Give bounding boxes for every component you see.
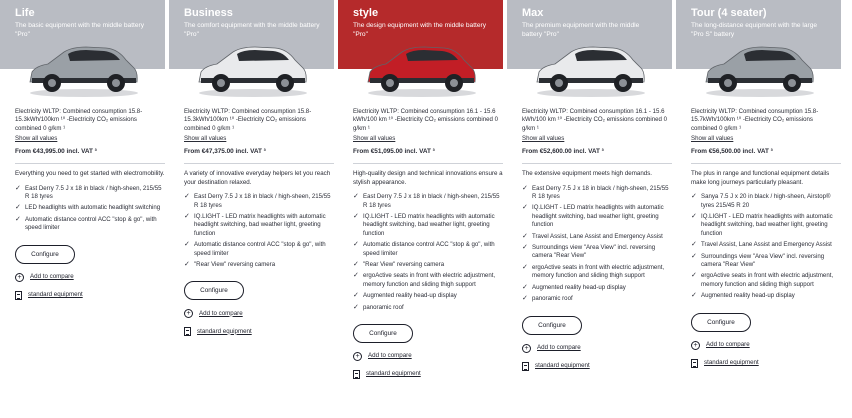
plus-icon: + — [691, 341, 700, 350]
feature-label: Automatic distance control ACC "stop & go", with speed limiter — [194, 241, 326, 257]
check-icon: ✓ — [353, 213, 359, 221]
check-icon: ✓ — [691, 193, 697, 201]
feature-item — [15, 204, 165, 212]
trim-description: The plus in range and functional equipment details make long journeys particularly pleasant. — [691, 170, 830, 186]
feature-item — [184, 213, 334, 238]
trim-hero — [0, 0, 165, 102]
trim-price: From €47,375.00 incl. VAT ³ — [184, 147, 266, 155]
feature-item — [353, 241, 503, 258]
divider — [15, 163, 165, 164]
check-icon: ✓ — [522, 204, 528, 212]
feature-label: East Derry 7.5 J x 18 in black / high-sheen, 215/55 R 18 tyres — [363, 193, 500, 209]
check-icon: ✓ — [184, 261, 190, 269]
car-image — [24, 38, 144, 98]
feature-item — [522, 295, 672, 303]
feature-label: IQ.LIGHT - LED matrix headlights with automatic headlight switching, bad weather light, greeting function — [532, 204, 664, 229]
add-to-compare-link[interactable] — [691, 341, 841, 350]
car-image — [531, 38, 651, 98]
feature-item — [691, 292, 841, 300]
trim-hero — [507, 0, 672, 102]
feature-item — [353, 213, 503, 238]
trim-details — [15, 108, 165, 300]
trim-subtitle: The design equipment with the middle battery "Pro" — [353, 22, 487, 38]
feature-label: IQ.LIGHT - LED matrix headlights with automatic headlight switching, bad weather light, greeting function — [363, 213, 495, 237]
trim-hero — [169, 0, 334, 102]
check-icon: ✓ — [522, 184, 528, 192]
document-icon — [15, 291, 22, 300]
check-icon: ✓ — [15, 215, 21, 223]
add-to-compare-label: Add to compare — [706, 340, 750, 348]
feature-label: ergoActive seats in front with electric adjustment, memory function and sliding thigh support — [532, 263, 665, 280]
trim-name: Max — [522, 7, 544, 19]
feature-item — [353, 292, 503, 300]
trim-description: A variety of innovative everyday helpers let you reach your destination relaxed. — [184, 170, 331, 186]
trim-card — [507, 0, 672, 418]
feature-label: East Derry 7.5 J x 18 in black / high-sheen, 215/55 R 18 tyres — [532, 184, 669, 201]
add-to-compare-label: Add to compare — [199, 309, 243, 317]
document-icon — [184, 327, 191, 336]
show-all-values-link[interactable]: Show all values — [15, 135, 58, 143]
trim-price: From €52,600.00 incl. VAT ³ — [522, 147, 604, 155]
feature-label: East Derry 7.5 J x 18 in black / high-sheen, 215/55 R 18 tyres — [194, 193, 331, 209]
trim-name: Tour (4 seater) — [691, 7, 767, 19]
check-icon: ✓ — [353, 292, 359, 300]
standard-equipment-label: standard equipment — [197, 327, 252, 335]
feature-item — [184, 193, 334, 210]
trim-subtitle: The long-distance equipment with the large "Pro S" battery — [691, 22, 818, 38]
feature-item — [15, 185, 165, 202]
check-icon: ✓ — [184, 193, 190, 201]
trim-description: Everything you need to get started with electromobility. — [15, 170, 165, 178]
trim-name: style — [353, 7, 379, 19]
add-to-compare-label: Add to compare — [368, 352, 412, 360]
feature-item — [353, 272, 503, 289]
add-to-compare-link[interactable] — [184, 309, 334, 318]
feature-label: Augmented reality head-up display — [363, 292, 457, 300]
feature-label: ergoActive seats in front with electric adjustment, memory function and sliding thigh support — [701, 272, 834, 288]
feature-label: Surroundings view "Area View" incl. reversing camera "Rear View" — [532, 244, 656, 260]
check-icon: ✓ — [353, 303, 359, 311]
consumption-text: Electricity WLTP: Combined consumption 15.8-15.3kWh/100km ¹⁰ -Electricity CO₂ emissions combined 0 g/km ¹ — [15, 108, 143, 132]
feature-item — [522, 264, 672, 281]
standard-equipment-link[interactable] — [691, 359, 841, 368]
check-icon: ✓ — [522, 283, 528, 291]
feature-label: LED headlights with automatic headlight switching — [25, 204, 161, 212]
trim-name: Life — [15, 7, 35, 19]
divider — [691, 163, 841, 164]
feature-item — [184, 261, 334, 269]
check-icon: ✓ — [522, 295, 528, 303]
feature-label: IQ.LIGHT - LED matrix headlights with automatic headlight switching, bad weather light, greeting function — [194, 213, 326, 237]
feature-label: Travel Assist, Lane Assist and Emergency Assist — [532, 232, 663, 240]
feature-item — [691, 241, 841, 249]
car-image — [193, 38, 313, 98]
check-icon: ✓ — [522, 232, 528, 240]
document-icon — [353, 370, 360, 379]
show-all-values-link[interactable]: Show all values — [691, 135, 734, 143]
standard-equipment-label: standard equipment — [535, 361, 590, 369]
check-icon: ✓ — [353, 261, 359, 269]
feature-label: Surroundings view "Area View" incl. reversing camera "Rear View" — [701, 252, 825, 269]
trim-card — [676, 0, 841, 418]
car-image — [700, 38, 820, 98]
standard-equipment-label: standard equipment — [366, 370, 421, 378]
trim-details — [184, 108, 334, 336]
trim-price: From €51,095.00 incl. VAT ³ — [353, 147, 435, 155]
feature-label: "Rear View" reversing camera — [363, 261, 445, 269]
check-icon: ✓ — [184, 213, 190, 221]
plus-icon: + — [184, 309, 193, 318]
standard-equipment-label: standard equipment — [28, 290, 83, 298]
divider — [184, 163, 334, 164]
feature-label: IQ.LIGHT - LED matrix headlights with automatic headlight switching, bad weather light, greeting function — [701, 213, 833, 237]
feature-item — [691, 272, 841, 289]
add-to-compare-link[interactable] — [353, 352, 503, 361]
feature-label: East Derry 7.5 J x 18 in black / high-sheen, 215/55 R 18 tyres — [25, 184, 162, 201]
trim-description: High-quality design and technical innovations ensure a stylish appearance. — [353, 170, 503, 186]
standard-equipment-label: standard equipment — [704, 358, 759, 366]
standard-equipment-link[interactable] — [15, 291, 165, 300]
trim-price: From €43,995.00 incl. VAT ³ — [15, 147, 97, 155]
check-icon: ✓ — [691, 292, 697, 300]
feature-item — [15, 216, 165, 233]
check-icon: ✓ — [691, 241, 697, 249]
plus-icon: + — [15, 273, 24, 282]
trim-details — [522, 108, 672, 371]
show-all-values-link[interactable]: Show all values — [522, 135, 565, 143]
check-icon: ✓ — [15, 184, 21, 192]
add-to-compare-label: Add to compare — [537, 343, 581, 351]
consumption-text: Electricity WLTP: Combined consumption 15.8-15.3kWh/100km ¹⁰ -Electricity CO₂ emissions combined 0 g/km ¹ — [184, 108, 312, 132]
feature-item — [691, 213, 841, 238]
consumption-text: Electricity WLTP: Combined consumption 15.8-15.7kWh/100km ¹⁰ -Electricity CO₂ emissions combined 0 g/km ¹ — [691, 108, 819, 132]
trim-hero — [676, 0, 841, 102]
feature-item — [353, 261, 503, 269]
feature-label: Sanya 7.5 J x 20 in black / high-sheen, Airstop® tyres 215/45 R 20 — [701, 193, 831, 209]
plus-icon: + — [522, 344, 531, 353]
trim-subtitle: The premium equipment with the middle battery "Pro" — [522, 22, 640, 38]
feature-label: Automatic distance control ACC "stop & go", with speed limiter — [363, 241, 495, 257]
feature-item — [522, 185, 672, 202]
check-icon: ✓ — [522, 244, 528, 252]
show-all-values-link[interactable]: Show all values — [353, 135, 396, 143]
check-icon: ✓ — [691, 272, 697, 280]
feature-item — [691, 193, 841, 210]
feature-label: Travel Assist, Lane Assist and Emergency Assist — [701, 241, 832, 249]
trim-card — [169, 0, 334, 418]
configure-button[interactable]: Configure — [522, 316, 582, 335]
feature-item — [522, 244, 672, 261]
check-icon: ✓ — [353, 241, 359, 249]
standard-equipment-link[interactable] — [184, 327, 334, 336]
trim-details — [691, 108, 841, 368]
standard-equipment-link[interactable] — [353, 370, 503, 379]
add-to-compare-link[interactable] — [522, 344, 672, 353]
feature-item — [691, 253, 841, 270]
trim-card — [0, 0, 165, 418]
consumption-text: Electricity WLTP: Combined consumption 16.1 - 15.6 kWh/100 km ¹⁰ -Electricity CO₂ emissions combined 0 g/km ¹ — [522, 108, 668, 132]
feature-item — [353, 193, 503, 210]
document-icon — [522, 362, 529, 371]
plus-icon: + — [353, 352, 362, 361]
trim-hero — [338, 0, 503, 102]
check-icon: ✓ — [691, 213, 697, 221]
feature-item — [522, 284, 672, 292]
feature-item — [522, 204, 672, 229]
feature-item — [522, 233, 672, 241]
document-icon — [691, 359, 698, 368]
standard-equipment-link[interactable] — [522, 362, 672, 371]
trim-subtitle: The comfort equipment with the middle battery "Pro" — [184, 22, 320, 38]
trim-price: From €56,500.00 incl. VAT ³ — [691, 147, 773, 155]
feature-item — [184, 241, 334, 258]
consumption-text: Electricity WLTP: Combined consumption 16.1 - 15.6 kWh/100 km ¹⁰ -Electricity CO₂ emissions combined 0 g/km ¹ — [353, 108, 499, 132]
trim-description: The extensive equipment meets high demands. — [522, 170, 653, 178]
check-icon: ✓ — [15, 204, 21, 212]
configure-button[interactable]: Configure — [691, 313, 751, 332]
check-icon: ✓ — [353, 193, 359, 201]
trim-name: Business — [184, 7, 233, 19]
configure-button[interactable]: Configure — [353, 324, 413, 343]
feature-label: "Rear View" reversing camera — [194, 261, 276, 269]
divider — [522, 163, 672, 164]
check-icon: ✓ — [522, 263, 528, 271]
feature-label: Augmented reality head-up display — [532, 283, 626, 291]
add-to-compare-label: Add to compare — [30, 272, 74, 280]
feature-label: ergoActive seats in front with electric adjustment, memory function and sliding thigh support — [363, 272, 496, 288]
car-image — [362, 38, 482, 98]
check-icon: ✓ — [184, 241, 190, 249]
trim-details — [353, 108, 503, 379]
check-icon: ✓ — [353, 272, 359, 280]
configure-button[interactable]: Configure — [15, 245, 75, 264]
feature-label: Automatic distance control ACC "stop & go", with speed limiter — [25, 215, 157, 232]
trim-card — [338, 0, 503, 418]
check-icon: ✓ — [691, 252, 697, 260]
divider — [353, 163, 503, 164]
feature-label: Augmented reality head-up display — [701, 292, 795, 300]
feature-label: panoramic roof — [532, 295, 573, 303]
configure-button[interactable]: Configure — [184, 281, 244, 300]
trim-subtitle: The basic equipment with the middle battery "Pro" — [15, 22, 145, 38]
feature-item — [353, 304, 503, 312]
show-all-values-link[interactable]: Show all values — [184, 135, 227, 143]
feature-label: panoramic roof — [363, 303, 404, 311]
add-to-compare-link[interactable] — [15, 273, 165, 282]
